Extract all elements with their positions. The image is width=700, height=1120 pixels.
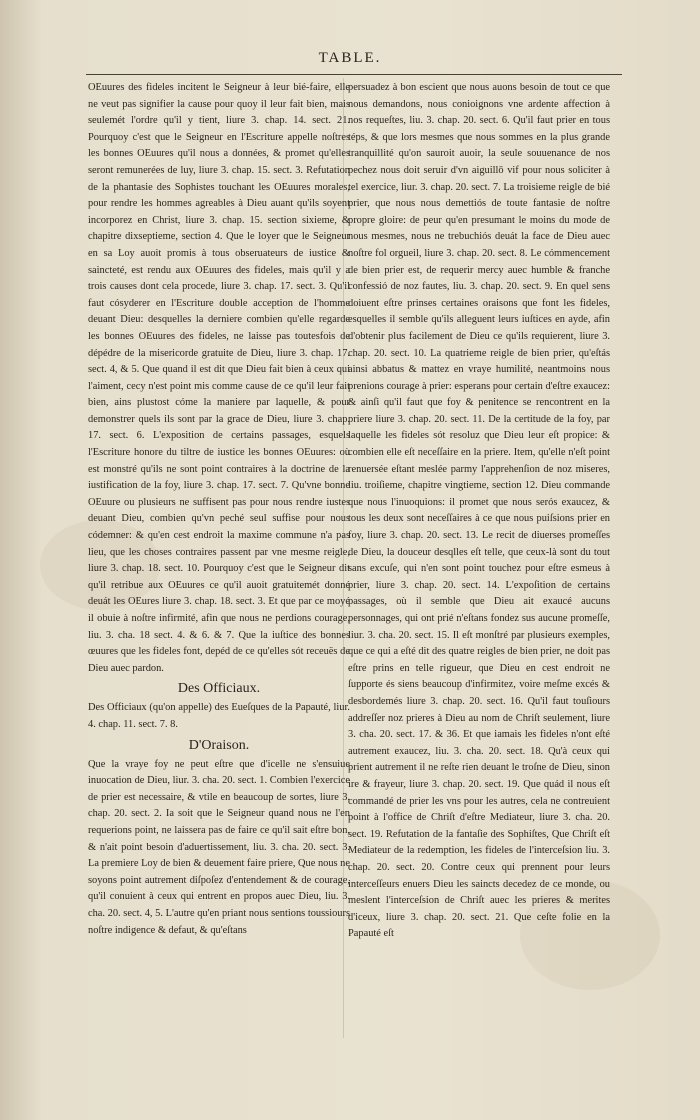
right-column — [348, 80, 610, 943]
index-entry-officiaux: Des Officiaux (qu'on appelle) des Eueſques de la Papauté, liur. 4. chap. 11. sect. 7. 8. — [88, 702, 350, 730]
index-entry-oraison-continued: persuadez à bon escient que nous auons besoin de tout ce que nous demandons, nous conioignons vne ardente affection à nos requeſtes, liu. 3. chap. 20. sect. 6. Qu'il faut prier en tous téps, & que lors mesmes que nous sommes en la plus grande tranquillité qu'on sauroit auoir, la seule souuenance de nos pechez nous doit seruir d'vn aiguillō vif pour nous soliciter à tel exercice, liur. 3. chap. 20. sect. 7. La troisieme reigle de bié prier, que nous nous demettiós de toute fantasie de noſtre propre gloire: de peur qu'en presumant le moins du mode de nous mesmes, nous ne trebuchiós deuát la face de Dieu auec noſtre fol orgueil, liure 3. chap. 20. sect. 8. Le cómmencement de bien prier est, de requerir mercy auec humble & franche confessió de noz fautes, liu. 3. chap. 20. sect. 9. En quel sens doiuent eſtre prinses certaines oraisons que font les fideles, esquelles il semble qu'ils alleguent leurs iuſtices en ayde, afin d'obtenir plus facilement de Dieu ce qu'ils requierent, liure 3. chap. 20. sect. 10. La quatrieme reigle de bien prier, qu'eſtás ainsi abbatus & mattez en vraye humilité, neantmoins nous prenions courage à prier: esperans pour certain d'eſtre exaucez: & ainſi qu'il faut que foy & penitence se rencontrent en la priere liure 3. chap. 20. sect. 11. De la certitude de la foy, par laquelle les fideles sót resoluz que Dieu leur eſt propice: & combien elle eſt neceſſaire en la priere. Item, qu'elle n'eſt point renuersée eſtant meslée parmy l'apprehenſion de noz miseres, liu. troiſieme, chapitre vingtieme, section 12. Dieu commande que nous l'inuoquions: il promet que nous serós exaucez, & tous les deux sont neceſſaires à ce que nous puiſsions prier en foy, liure 3. chap. 20. sect. 13. Le recit de diuerses promeſſes de Dieu, la douceur desqlles eſt telle, que ceux-là sont du tout sans excuſe, qui n'en sont point touchez pour eſtre esmeus à prier, liure 3. chap. 20. sect. 14. L'expoſition de certains passages, où il semble que Dieu ait exaucé aucuns personnages, qui ont prié n'eſtans fondez sus aucune promeſſe, liur. 3. cha. 20. sect. 15. Il eſt monſtré par plusieurs exemples, que ce qui a eſté dit des quatre reigles de bien prier, ne doit pas eſtre prins en telle rigueur, que Dieu en cest endroit ne ſupporte és siens beaucoup d'infirmitez, voire meſme excés & desbordemés liure 3. chap. 20. sect. 16. Qu'il faut touſiours addreſſer noz prieres à Dieu au nom de Chriſt seulement, liure 3. cha. 20. sect. 17. & 36. Et que iamais les fideles n'ont eſté autrement exaucez, liu. 3. cha. 20. sect. 18. Qu'à ceux qui prient autrement il ne reſte rien deuant le troſne de Dieu, sinon ire & frayeur, liure 3. chap. 20. sect. 19. Que quád il nous eſt commandé de prier les vns pour les autres, cela ne contreuient point à l'office de Chriſt d'eſtre Mediateur, liure 3. cha. 20. sect. 19. Refutation de la fantaſie des Sophiſtes, Que Chriſt eſt Mediateur de la redemption, les fideles de l'interceſsion liu. 3. chap. 20. sect. 20. Contre ceux qui prennent pour leurs interceſſeurs enuers Dieu les saincts decedez de ce monde, ou meslent l'interceſsion de Chriſt auec les prieres & merites d'iceux, liure 3. chap. 20. sect. 21. Que ceſte folie en la Papauté eſt — [348, 82, 610, 940]
section-heading-oraison: D'Oraison. — [188, 737, 250, 753]
running-header: TABLE. — [318, 50, 382, 66]
header-rule — [86, 74, 622, 75]
index-entry-oraison: Que la vraye foy ne peut eſtre que d'icelle ne s'ensuiue inuocation de Dieu, liur. 3. cha. 20. sect. 1. Combien l'exercice de prier est necessaire, & vtile en beaucoup de sortes, liure 3. chap. 20. sect. 2. Ia soit que le Seigneur quand nous ne l'en requerions point, ne laissera pas de faire ce qu'il sait eſtre bon, & n'ait point besoin d'aduertissement, liu. 3. cha. 20. sect. 3. La premiere Loy de bien & deuement faire priere, Que nous ne soyons point autrement diſpoſez d'entendement & de courage, qu'il conuient à ceux qui entrent en propos auec Dieu, liu. 3. cha. 20. sect. 4, 5. L'autre qu'en priant nous sentions toussiours noſtre indigence & defaut, & qu'eſtans — [88, 758, 350, 936]
left-column — [88, 80, 350, 939]
index-entry-oeuvres: OEuures des fideles incitent le Seigneur à leur bié-faire, elle ne veut pas signifier la cause pour quoy il leur fait bien, mais seulemét l'ordre qu'il y tient, liure 3. chap. 14. sect. 21. Pourquoy c'est que le Seigneur en l'Escriture appelle noſtres les bonnes OEuures qu'il nous a données, & promet qu'elles seront remunerées de luy, liure 3. chap. 15. sect. 3. Refutation de la phantasie des Sophistes touchant les OEuures morales, pour rendre les hommes agreables à Dieu auant qu'ils soyent incorporez en Christ, liure 3. chap. 15. section sixieme, & chapitre dixseptieme, section 4. Que le loyer que le Seigneur en sa Loy auoit promis à tous obseruateurs de iustice & saincteté, est rendu aux OEuures des fideles, mais qu'il y a trois causes dont cela procede, liure 3. chap. 17. sect. 3. Qu'il faut cósyderer en l'Escriture double acception de l'homme deuant Dieu: desquelles la derniere combien qu'elle regarde les bonnes OEuures des fideles, ne laisse pas toutesfois de dépédre de la misericorde gratuite de Dieu, liure 3. chap. 17. sect. 4, & 5. Que quand il est dit que Dieu fait bien à ceux qui l'aiment, cecy n'est point mis comme cause de ce qu'il leur fait bien, ains plustost cóme la maniere par laquelle, & pour demonstrer quels ils sont par la grace de Dieu, liure 3. chap. 17. sect. 6. L'exposition de certains passages, esquels l'Escriture honore du tiltre de iustice les bonnes OEuures: où est monstré qu'ils ne sont point contraires à la doctrine de la iustification de la foy, liure 3. chap. 17. sect. 7. Qu'vne bonne OEuure ou plusieurs ne suffisent pas pour nous rendre iustes deuant Dieu, combien qu'vn peché seul suffise pour nous códemner: & qu'en cest endroit la maxime commune n'a pas lieu, que les choses contraires passent par vne mesme reigle, liure 3. chap. 18. sect. 10. Pourquoy c'est que le Seigneur dit qu'il retribue aux OEuures ce qu'il auoit gratuitemét donné deuát les OEures liure 3. chap. 18. sect. 3. Et que par ce moyé il obuie à noſtre infirmité, afin que nous ne perdions courage, liu. 3. cha. 18 sect. 4. & 6. & 7. Que la iuſtice des bonnes œuures que les fideles font, depéd de ce qu'elles sót receuës de Dieu auec pardon. — [88, 82, 350, 674]
section-heading-officiaux: Des Officiaux. — [177, 681, 261, 697]
